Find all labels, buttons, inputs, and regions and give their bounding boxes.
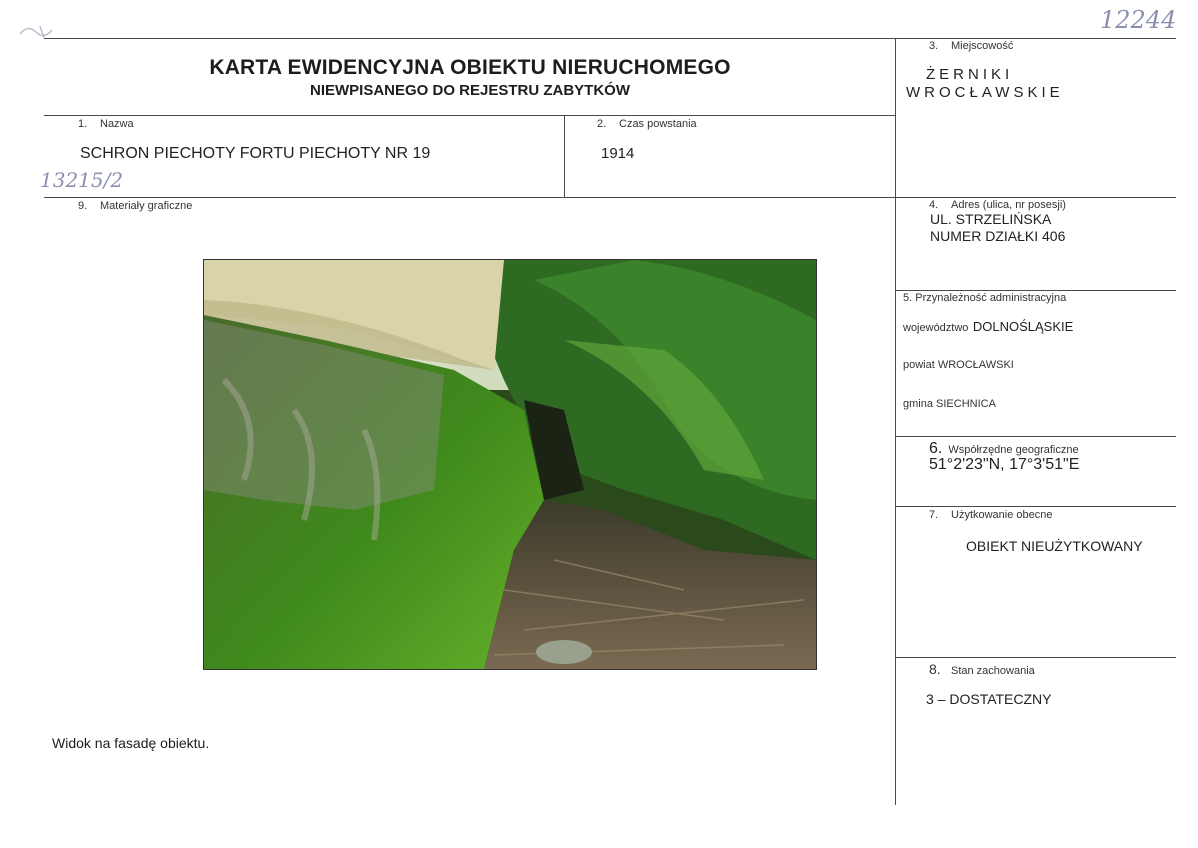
rule-right-5: [895, 290, 1176, 291]
divider-right-column: [895, 38, 896, 805]
field-2-number: 2.: [597, 118, 607, 130]
field-3-label-text: Miejscowość: [951, 40, 1014, 52]
field-7-number: 7.: [929, 509, 939, 521]
field-3-number: 3.: [929, 40, 939, 52]
field-4-label-text: Adres (ulica, nr posesji): [951, 199, 1066, 211]
field-5-gmina: gmina SIECHNICA: [903, 398, 996, 410]
field-4-number: 4.: [929, 199, 939, 211]
field-7-label-text: Użytkowanie obecne: [951, 509, 1053, 521]
field-9-label-text: Materiały graficzne: [100, 200, 193, 212]
field-5-powiat: powiat WROCŁAWSKI: [903, 359, 1014, 371]
field-2-value: 1914: [601, 145, 635, 162]
field-1-value: SCHRON PIECHOTY FORTU PIECHOTY NR 19: [80, 145, 431, 162]
field-4-value-line2: NUMER DZIAŁKI 406: [930, 228, 1066, 244]
field-1-number: 1.: [78, 118, 88, 130]
field-2-label: [597, 118, 697, 130]
field-1-label-text: Nazwa: [100, 118, 134, 130]
field-8-value: 3 – DOSTATECZNY: [926, 691, 1052, 707]
document-title: KARTA EWIDENCYJNA OBIEKTU NIERUCHOMEGO: [209, 56, 731, 79]
wojewodztwo-value: DOLNOŚLĄSKIE: [972, 319, 1074, 334]
handwritten-number-left: 13215/2: [40, 168, 124, 192]
handwritten-number-top-right: 12244: [1100, 6, 1177, 34]
field-9-number: 9.: [78, 200, 88, 212]
field-6-value: 51°2'23"N, 17°3'51"E: [929, 456, 1080, 473]
object-photo: [203, 259, 817, 670]
field-7-label: [929, 509, 1053, 521]
document-subtitle: NIEWPISANEGO DO REJESTRU ZABYTKÓW: [309, 82, 631, 99]
field-4-value-line1: UL. STRZELIŃSKA: [930, 211, 1052, 227]
photo-caption: Widok na fasadę obiektu.: [52, 735, 210, 751]
field-5-wojewodztwo: [903, 318, 1073, 336]
rule-under-title: [44, 115, 895, 116]
field-8-number: 8.: [929, 661, 941, 677]
field-1-label: [78, 118, 134, 130]
field-5-label: 5. Przynależność administracyjna: [903, 292, 1067, 304]
field-8-label-text: Stan zachowania: [951, 665, 1035, 677]
field-3-value-line2: WROCŁAWSKIE: [906, 84, 1064, 101]
field-7-value: OBIEKT NIEUŻYTKOWANY: [966, 538, 1143, 554]
wojewodztwo-prefix: województwo: [903, 322, 969, 334]
rule-right-8: [895, 657, 1176, 658]
divider-name-date: [564, 115, 565, 197]
rule-right-6: [895, 436, 1176, 437]
rule-top: [44, 38, 1176, 39]
field-6-label-text: Współrzędne geograficzne: [948, 444, 1079, 456]
field-6-number: 6.: [929, 440, 943, 457]
field-3-value-line1: ŻERNIKI: [926, 66, 1014, 83]
field-4-label: [929, 199, 1066, 211]
rule-right-7: [895, 506, 1176, 507]
field-3-label: [929, 40, 1013, 52]
field-2-label-text: Czas powstania: [619, 118, 697, 130]
field-8-label: [929, 661, 1035, 677]
field-9-label: [78, 200, 192, 212]
rule-under-name: [44, 197, 1176, 198]
